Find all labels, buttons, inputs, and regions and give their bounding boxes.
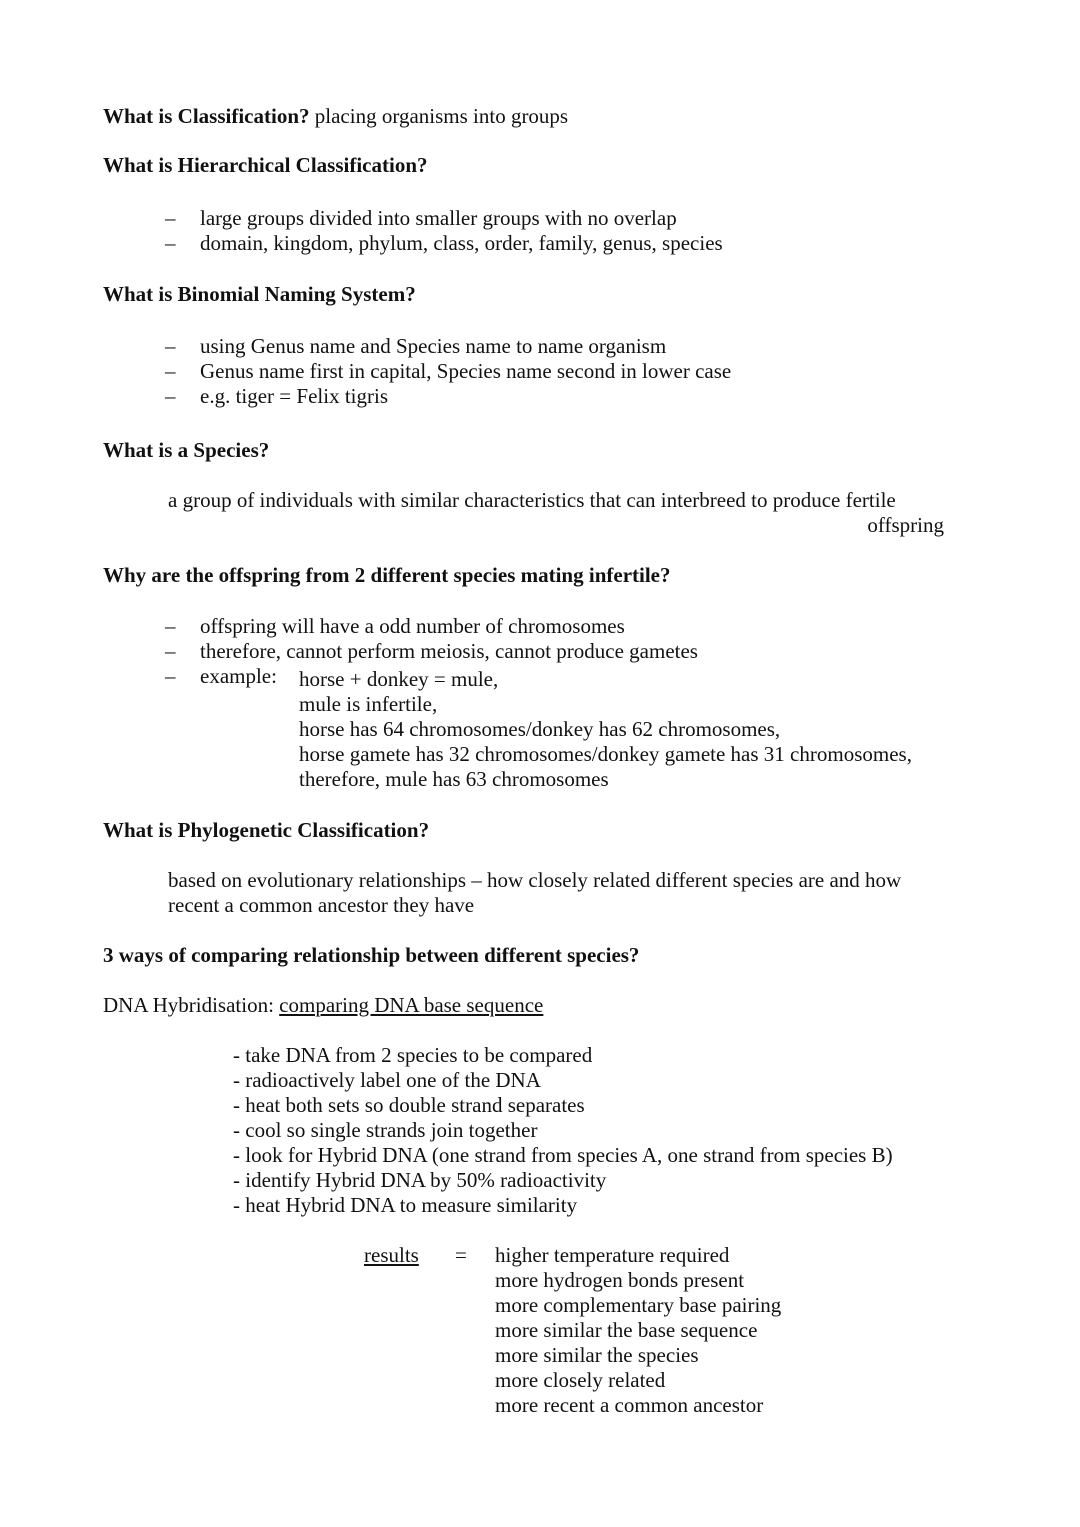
classification-question: What is Classification? <box>103 104 310 128</box>
result-item: more recent a common ancestor <box>495 1393 764 1417</box>
dna-hybridisation-heading <box>103 993 543 1018</box>
example-line: horse + donkey = mule, <box>299 667 499 691</box>
list-item: – example: <box>165 664 277 688</box>
step-item: - radioactively label one of the DNA <box>233 1068 541 1092</box>
step-item: - cool so single strands join together <box>233 1118 538 1142</box>
phylogenetic-answer-line: based on evolutionary relationships – how closely related different species are and how <box>168 868 902 892</box>
list-item: – domain, kingdom, phylum, class, order, family, genus, species <box>165 231 723 255</box>
list-item-text: domain, kingdom, phylum, class, order, family, genus, species <box>200 231 723 255</box>
list-item-text: large groups divided into smaller groups with no overlap <box>200 206 677 230</box>
results-label: results <box>364 1243 419 1267</box>
list-item: – using Genus name and Species name to name organism <box>165 334 667 358</box>
phylogenetic-answer <box>168 868 901 918</box>
list-item-text: therefore, cannot perform meiosis, cannot produce gametes <box>200 639 698 663</box>
classification-question-line <box>103 104 568 129</box>
phylogenetic-answer-line: recent a common ancestor they have <box>168 893 475 917</box>
result-item: higher temperature required <box>495 1243 730 1267</box>
result-item: more complementary base pairing <box>495 1293 782 1317</box>
comparing-question: 3 ways of comparing relationship between different species? <box>103 943 640 967</box>
list-item: – Genus name first in capital, Species name second in lower case <box>165 359 732 383</box>
hierarchical-list <box>165 206 723 256</box>
species-answer-line1: a group of individuals with similar characteristics that can interbreed to produce fertile <box>168 488 896 512</box>
binomial-question: What is Binomial Naming System? <box>103 282 416 306</box>
list-item: – therefore, cannot perform meiosis, cannot produce gametes <box>165 639 698 663</box>
list-item: – e.g. tiger = Felix tigris <box>165 384 388 408</box>
phylogenetic-question: What is Phylogenetic Classification? <box>103 818 430 842</box>
step-item: - identify Hybrid DNA by 50% radioactivity <box>233 1168 607 1192</box>
dna-sub: comparing DNA base sequence <box>279 993 544 1017</box>
list-item: – offspring will have a odd number of chromosomes <box>165 614 625 638</box>
list-item-text: Genus name first in capital, Species name second in lower case <box>200 359 732 383</box>
results-equals: = <box>455 1243 467 1267</box>
list-item-text: using Genus name and Species name to name organism <box>200 334 667 358</box>
list-item-text: e.g. tiger = Felix tigris <box>200 384 388 408</box>
step-item: - look for Hybrid DNA (one strand from species A, one strand from species B) <box>233 1143 893 1167</box>
dna-steps <box>233 1043 893 1218</box>
step-item: - heat Hybrid DNA to measure similarity <box>233 1193 578 1217</box>
classification-answer: placing organisms into groups <box>314 104 569 128</box>
species-question: What is a Species? <box>103 438 270 462</box>
dna-label: DNA Hybridisation: <box>103 993 274 1017</box>
list-item: – large groups divided into smaller groups with no overlap <box>165 206 677 230</box>
hierarchical-question: What is Hierarchical Classification? <box>103 153 428 177</box>
example-lines <box>299 667 912 792</box>
example-label: example: <box>200 664 277 688</box>
step-item: - heat both sets so double strand separates <box>233 1093 585 1117</box>
example-line: mule is infertile, <box>299 692 438 716</box>
binomial-list <box>165 334 731 409</box>
result-item: more closely related <box>495 1368 666 1392</box>
example-line: therefore, mule has 63 chromosomes <box>299 767 609 791</box>
species-answer-line2: offspring <box>867 513 944 537</box>
step-item: - take DNA from 2 species to be compared <box>233 1043 593 1067</box>
result-item: more hydrogen bonds present <box>495 1268 745 1292</box>
result-item: more similar the species <box>495 1343 699 1367</box>
results-list <box>495 1243 781 1418</box>
example-line: horse has 64 chromosomes/donkey has 62 chromosomes, <box>299 717 781 741</box>
example-line: horse gamete has 32 chromosomes/donkey gamete has 31 chromosomes, <box>299 742 912 766</box>
result-item: more similar the base sequence <box>495 1318 758 1342</box>
infertile-question: Why are the offspring from 2 different species mating infertile? <box>103 563 671 587</box>
list-item-text: offspring will have a odd number of chromosomes <box>200 614 625 638</box>
